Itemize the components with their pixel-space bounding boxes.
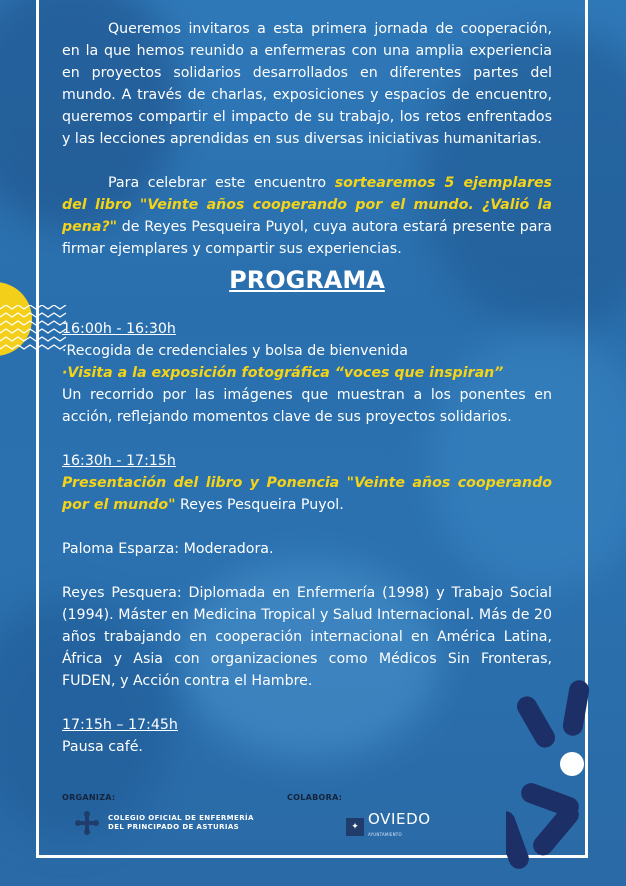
nursing-college-logo-icon — [74, 810, 100, 836]
block1-time: 16:00h - 16:30h — [62, 321, 176, 337]
colabora-label: COLABORA: — [287, 793, 343, 802]
organiza-label: ORGANIZA: — [62, 793, 116, 802]
collaborator-name — [368, 812, 431, 842]
organizer-name-line1: COLEGIO OFICIAL DE ENFERMERÍA — [108, 814, 254, 822]
main-content — [62, 18, 552, 758]
program-title: PROGRAMA — [229, 266, 385, 294]
raffle-text-start: Para celebrar este encuentro — [108, 175, 335, 191]
collaborator-name-sub: AYUNTAMIENTO — [368, 832, 402, 837]
block1-item1: ·Recogida de credenciales y bolsa de bienvenida — [62, 343, 408, 359]
block3-item: Pausa café. — [62, 739, 143, 755]
block2-highlight: Presentación del libro y Ponencia "Veinte años cooperando por el mundo" — [62, 475, 552, 513]
waves-icon — [0, 305, 70, 353]
block2-moderator: Paloma Esparza: Moderadora. — [62, 541, 274, 557]
block1-item2: ·Visita a la exposición fotográfica “voces que inspiran” — [62, 365, 504, 381]
block2-author: Reyes Pesqueira Puyol. — [175, 497, 344, 513]
raffle-text-end: de Reyes Pesqueira Puyol, cuya autora estará presente para firmar ejemplares y compartir sus experiencias. — [62, 219, 552, 257]
oviedo-logo-icon: ✦ — [346, 818, 364, 836]
block2-time: 16:30h - 17:15h — [62, 453, 176, 469]
collaborator-name-main: OVIEDO — [368, 810, 431, 828]
raffle-highlight: sortearemos 5 ejemplares del libro "Veinte años cooperando por el mundo. ¿Valió la pena?" — [62, 175, 553, 235]
intro-paragraph: Queremos invitaros a esta primera jornada de cooperación, en la que hemos reunido a enfermeras con una amplia experiencia en proyectos solidarios desarrollados en diferentes partes del mundo. A través de charlas, exposiciones y espacios de encuentro, queremos compartir el impacto de su trabajo, los retos enfrentados y las lecciones aprendidas en sus diversas iniciativas humanitarias. — [62, 21, 552, 147]
organizer-logo — [74, 810, 254, 836]
block1-description: Un recorrido por las imágenes que muestran a los ponentes en acción, reflejando momentos clave de sus proyectos solidarios. — [62, 387, 552, 425]
block3-time: 17:15h – 17:45h — [62, 717, 178, 733]
block2-bio: Reyes Pesquera: Diplomada en Enfermería (1998) y Trabajo Social (1994). Máster en Medicina Tropical y Salud Internacional. Más de 20 años trabajando en cooperación internacional en América Latina, África y Asia con organizaciones como Médicos Sin Fronteras, FUDEN, y Acción contra el Hambre. — [62, 585, 552, 689]
raffle-paragraph — [62, 172, 552, 260]
collaborator-logo — [346, 812, 431, 842]
block2-title — [62, 472, 552, 516]
organizer-name-line2: DEL PRINCIPADO DE ASTURIAS — [108, 823, 240, 831]
organizer-name — [108, 814, 254, 832]
